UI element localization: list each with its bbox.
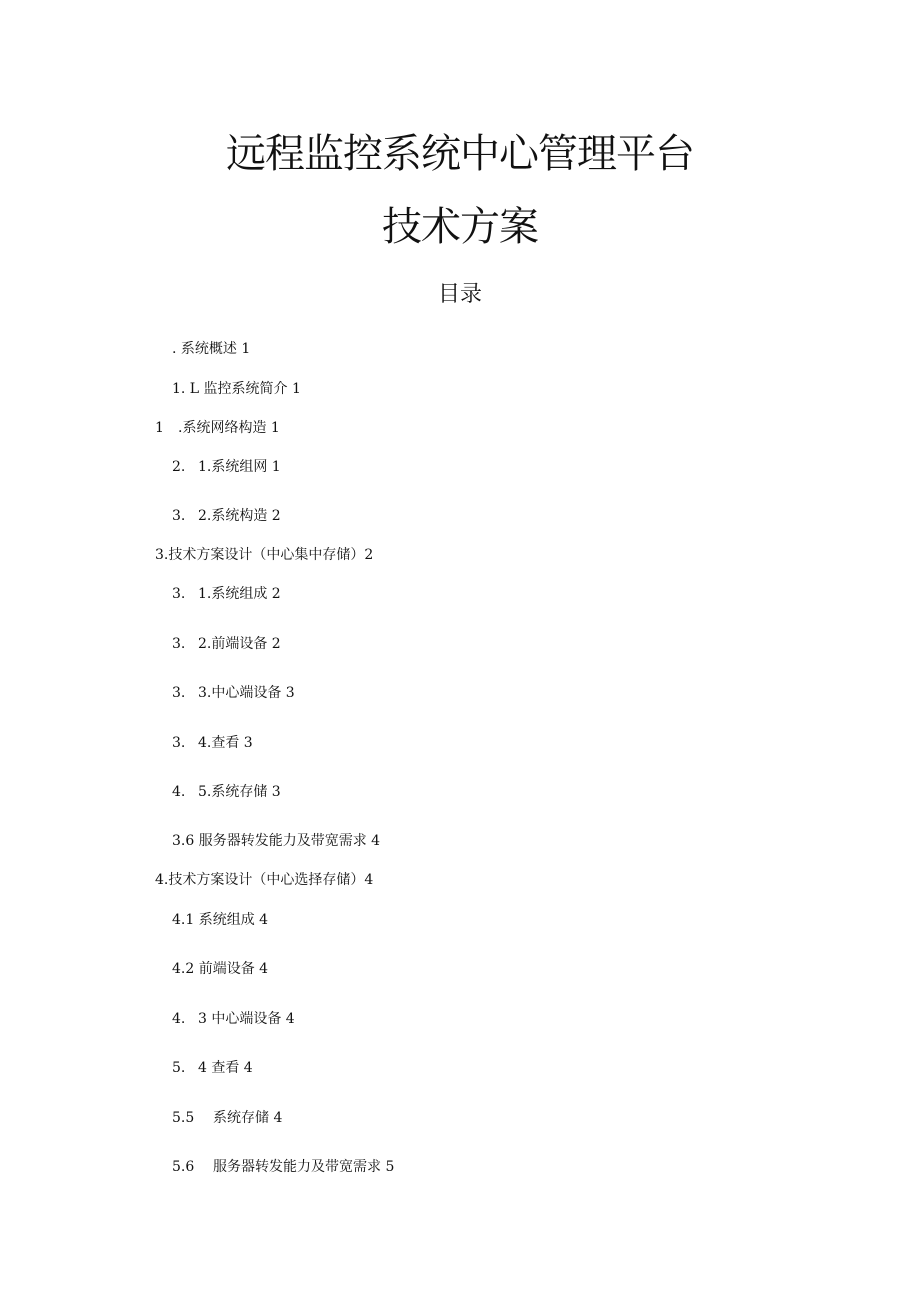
toc-entry-number: 3. [172, 735, 186, 751]
toc-entry[interactable] [172, 339, 250, 359]
toc-entry-number: 3. [172, 508, 186, 524]
toc-entry-text: 4.技术方案设计（中心选择存储）4 [155, 872, 374, 888]
toc-entry[interactable] [172, 910, 268, 930]
toc-entry[interactable] [172, 1108, 282, 1128]
toc-entry-text: 3.中心端设备 3 [198, 685, 295, 701]
toc-entry-text: .系统网络构造 1 [178, 420, 280, 436]
toc-entry-text: 3.技术方案设计（中心集中存储）2 [155, 547, 374, 563]
toc-entry[interactable] [172, 782, 281, 802]
toc-entry-text: 服务器转发能力及带宽需求 5 [213, 1159, 395, 1175]
toc-entry-text: . 系统概述 1 [172, 341, 251, 357]
toc-entry-text: 1. L 监控系统简介 1 [172, 381, 301, 397]
toc-entry-number: 5. [172, 1060, 186, 1076]
toc-entry[interactable] [172, 1157, 394, 1177]
toc-entry[interactable] [172, 634, 281, 654]
toc-entry-number: 3. [172, 685, 186, 701]
toc-entry[interactable] [172, 1009, 295, 1029]
toc-entry[interactable] [172, 683, 295, 703]
toc-entry[interactable] [155, 870, 373, 890]
toc-entry-text: 5.系统存储 3 [198, 784, 281, 800]
toc-entry-text: 4.1 系统组成 4 [172, 912, 269, 928]
toc-entry-text: 1.系统组网 1 [198, 459, 281, 475]
toc-entry-text: 2.前端设备 2 [198, 636, 281, 652]
toc-heading: 目录 [437, 282, 482, 307]
toc-entry[interactable] [172, 379, 301, 399]
toc-entry[interactable] [172, 584, 281, 604]
toc-entry[interactable] [172, 733, 253, 753]
toc-entry-text: 2.系统构造 2 [198, 508, 281, 524]
toc-entry[interactable] [172, 457, 281, 477]
toc-entry-text: 4 查看 4 [198, 1060, 253, 1076]
toc-entry-text: 4.2 前端设备 4 [172, 961, 269, 977]
toc-entry-text: 系统存储 4 [213, 1110, 283, 1126]
toc-entry-number: 3. [172, 636, 186, 652]
toc-entry-number: 3. [172, 586, 186, 602]
document-title: 远程监控系统中心管理平台 [226, 131, 694, 177]
toc-entry-number: 5.6 [172, 1159, 195, 1175]
toc-entry-text: 3.6 服务器转发能力及带宽需求 4 [172, 833, 381, 849]
toc-entry-number: 2. [172, 459, 186, 475]
toc-entry[interactable] [172, 959, 268, 979]
toc-entry[interactable] [172, 1058, 253, 1078]
toc-entry[interactable] [155, 545, 373, 565]
toc-entry-number: 1 [155, 420, 164, 436]
toc-entry-text: 1.系统组成 2 [198, 586, 281, 602]
toc-entry[interactable] [172, 831, 380, 851]
toc-entry[interactable] [155, 418, 280, 438]
toc-entry-number: 4. [172, 784, 186, 800]
toc-entry-text: 4.查看 3 [198, 735, 253, 751]
toc-entry-text: 3 中心端设备 4 [198, 1011, 295, 1027]
toc-entry[interactable] [172, 506, 281, 526]
toc-entry-number: 4. [172, 1011, 186, 1027]
document-subtitle: 技术方案 [382, 204, 538, 250]
toc-entry-number: 5.5 [172, 1110, 195, 1126]
